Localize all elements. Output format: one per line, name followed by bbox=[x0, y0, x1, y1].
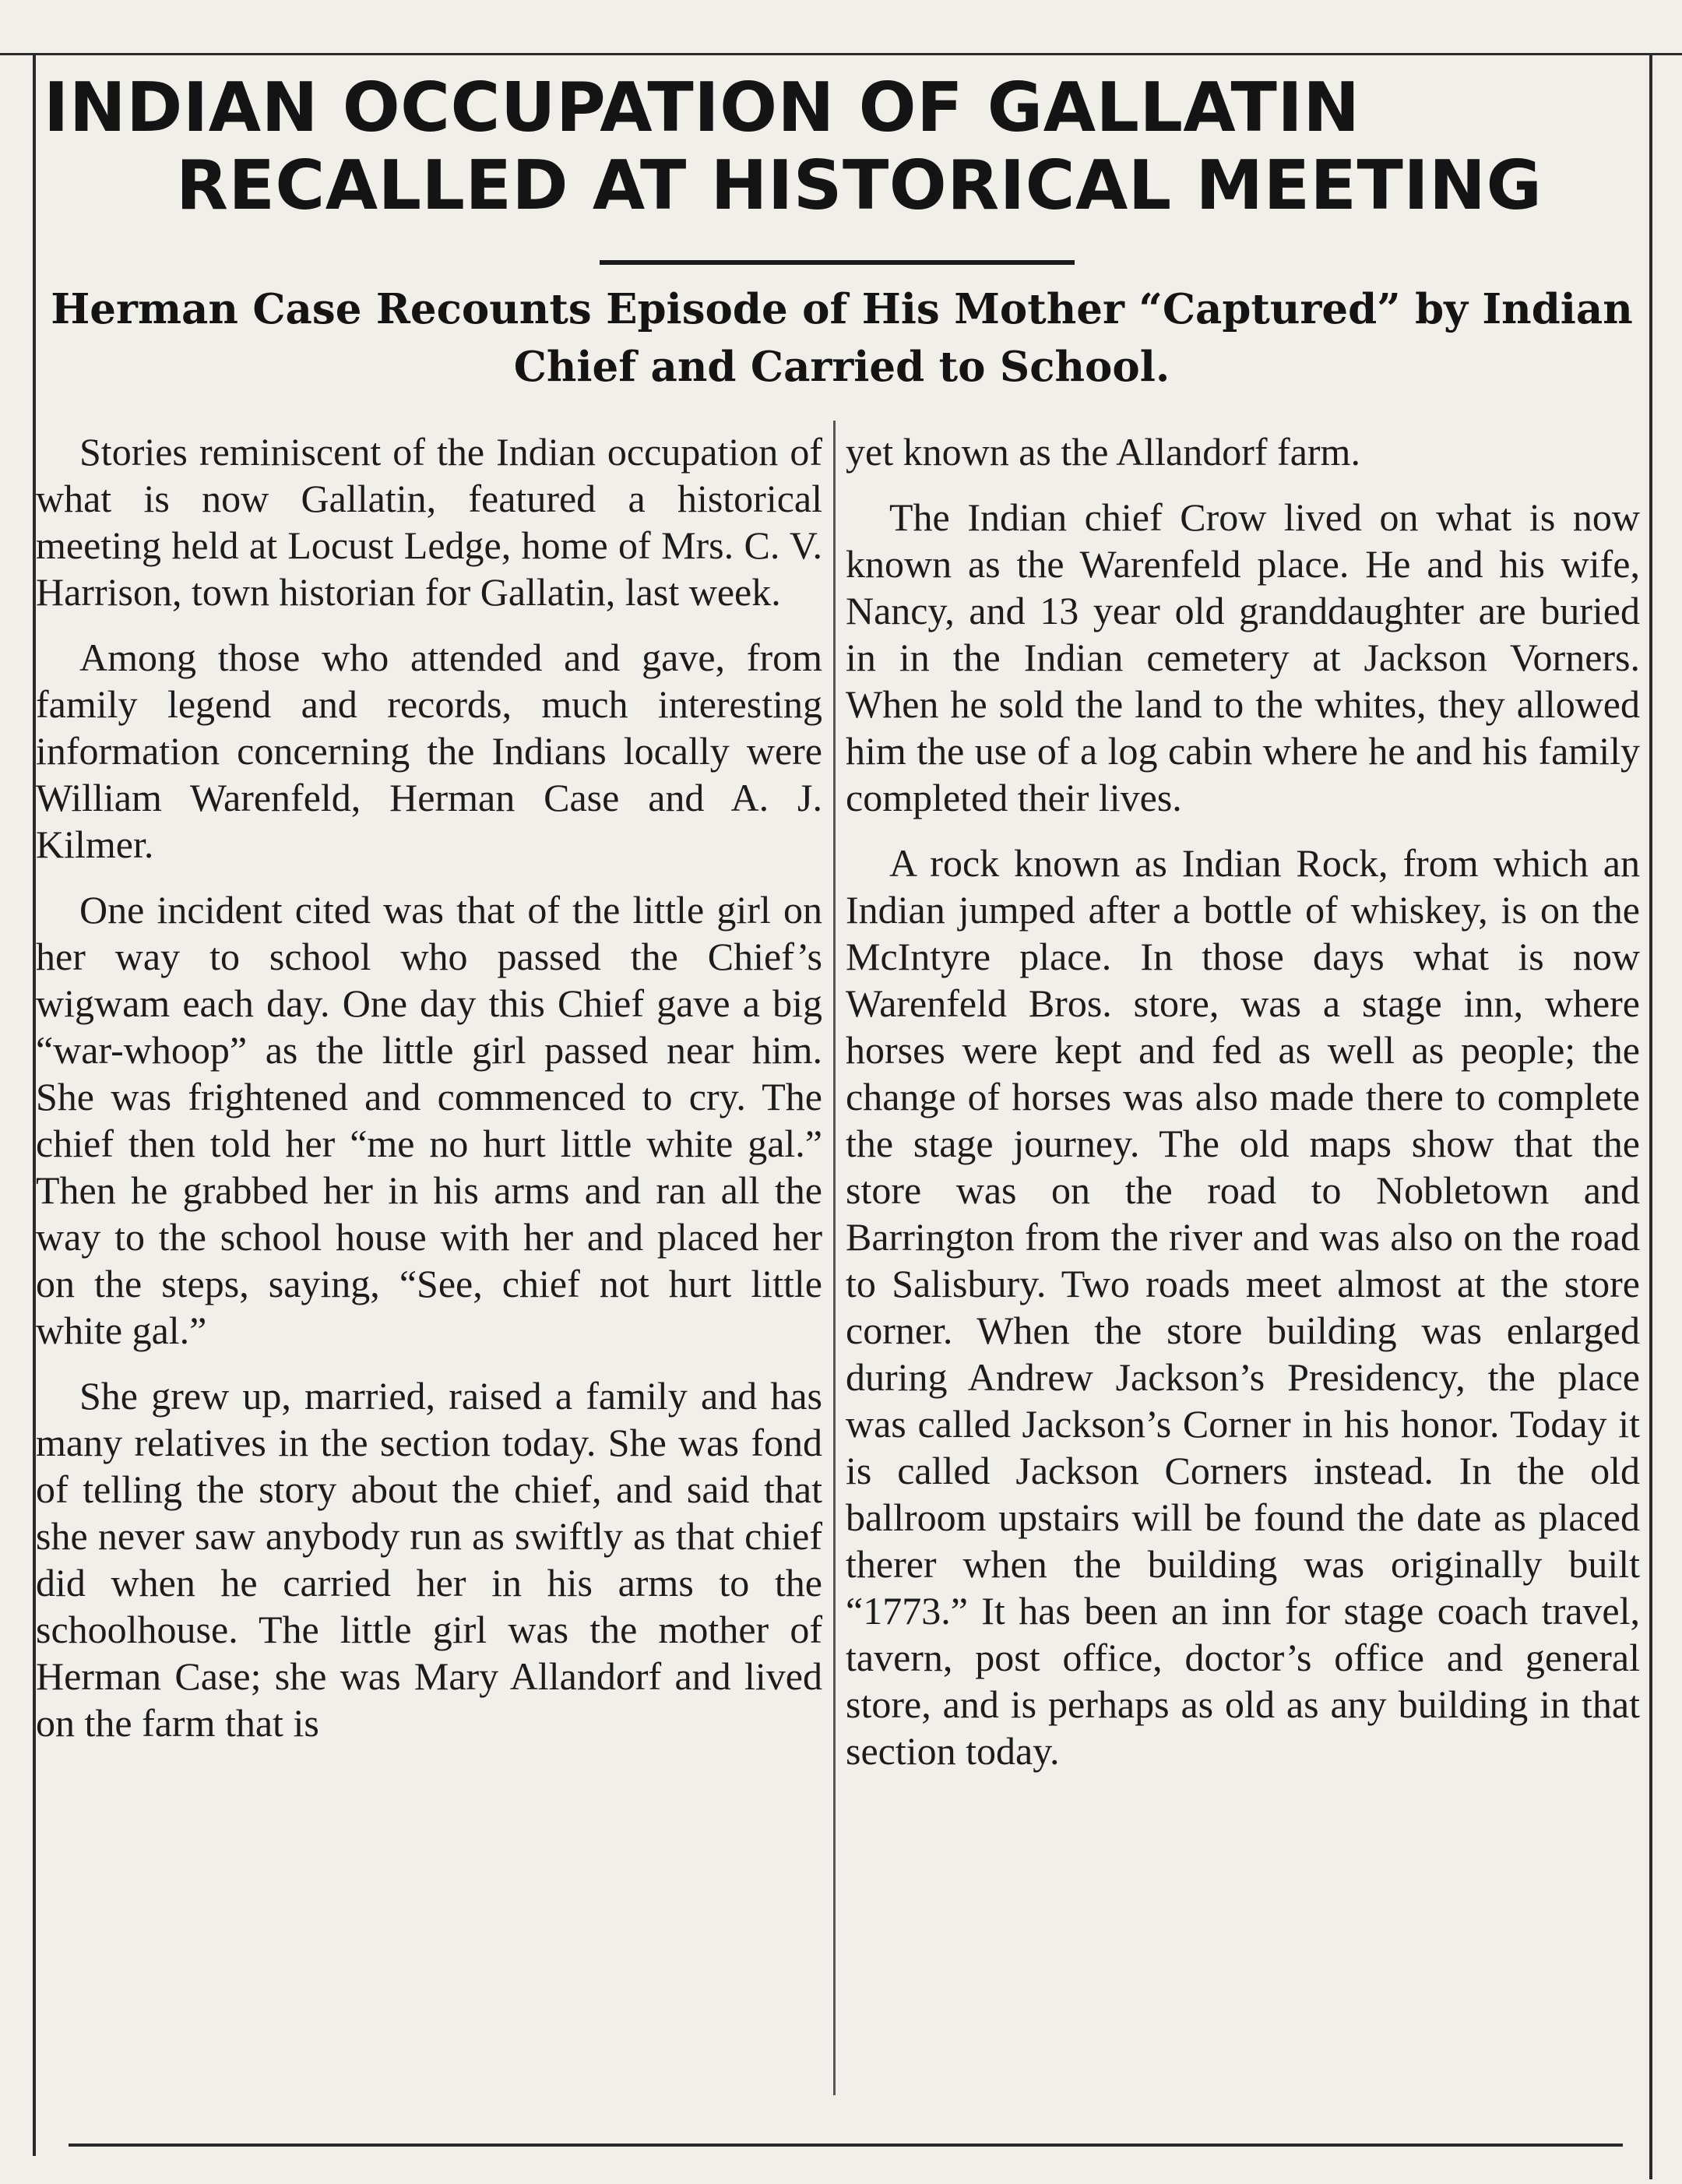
paragraph: Among those who attended and gave, from family legend and records, much interesting information concerning the Indians locally were William Warenfeld, Herman Case and A. J. Kilmer. bbox=[36, 636, 822, 866]
headline-divider bbox=[600, 260, 1075, 265]
paragraph: The Indian chief Crow lived on what is now known as the Warenfeld place. He and his wife, Nancy, and 13 year old granddaughter are buried in in the Indian cemetery at Jackson Vorners. When he sold the land to the whites, they allowed him the use of a log cabin where he and his family completed their lives. bbox=[846, 495, 1640, 819]
column-divider bbox=[833, 421, 836, 2095]
paragraph: Stories reminiscent of the Indian occupation of what is now Gallatin, featured a historical meeting held at Locust Ledge, home of Mrs. C. V. Harrison, town historian for Gallatin, last week. bbox=[36, 430, 822, 614]
article-column-left bbox=[36, 428, 822, 1765]
headline-line-1: INDIAN OCCUPATION OF GALLATIN bbox=[44, 68, 1360, 147]
paragraph: A rock known as Indian Rock, from which an Indian jumped after a bottle of whiskey, is on the McIntyre place. In those days what is now Warenfeld Bros. store, was a stage inn, where horses were kept and fed as well as people; the change of horses was also made there to complete the stage journey. The old maps show that the store was on the road to Nobletown and Barrington from the river and was also on the road to Salisbury. Two roads meet almost at the store corner. When the store building was enlarged during Andrew Jackson’s Presidency, the place was called Jackson’s Corner in his honor. Today it is called Jackson Corners instead. In the old ballroom upstairs will be found the date as placed therer when the building was originally built “1773.” It has been an inn for stage coach travel, tavern, post office, doctor’s office and general store, and is perhaps as old as any building in that section today. bbox=[846, 841, 1640, 1773]
top-rule bbox=[0, 53, 1682, 55]
paragraph: She grew up, married, raised a family and has many relatives in the section today. She was fond of telling the story about the chief, and said that she never saw anybody run as swiftly as that chief did when he carried her in his arms to the schoolhouse. The little girl was the mother of Herman Case; she was Mary Allandorf and lived on the farm that is bbox=[36, 1374, 822, 1745]
article-column-right bbox=[846, 428, 1640, 1793]
paragraph: One incident cited was that of the little girl on her way to school who passed the Chief’s wigwam each day. One day this Chief gave a big “war-whoop” as the little girl passed near him. She was frightened and commenced to cry. The chief then told her “me no hurt little white gal.” Then he grabbed her in his arms and ran all the way to the school house with her and placed her on the steps, saying, “See, chief not hurt little white gal.” bbox=[36, 888, 822, 1352]
right-column-rule bbox=[1649, 53, 1652, 2179]
paragraph-continuation: yet known as the Allandorf farm. bbox=[846, 430, 1360, 474]
subheadline: Herman Case Recounts Episode of His Mother “Captured” by Indian Chief and Carried to School. bbox=[51, 285, 1633, 391]
headline-line-2: RECALLED AT HISTORICAL MEETING bbox=[176, 146, 1543, 225]
headline bbox=[44, 69, 1640, 224]
bottom-rule bbox=[69, 2143, 1623, 2147]
